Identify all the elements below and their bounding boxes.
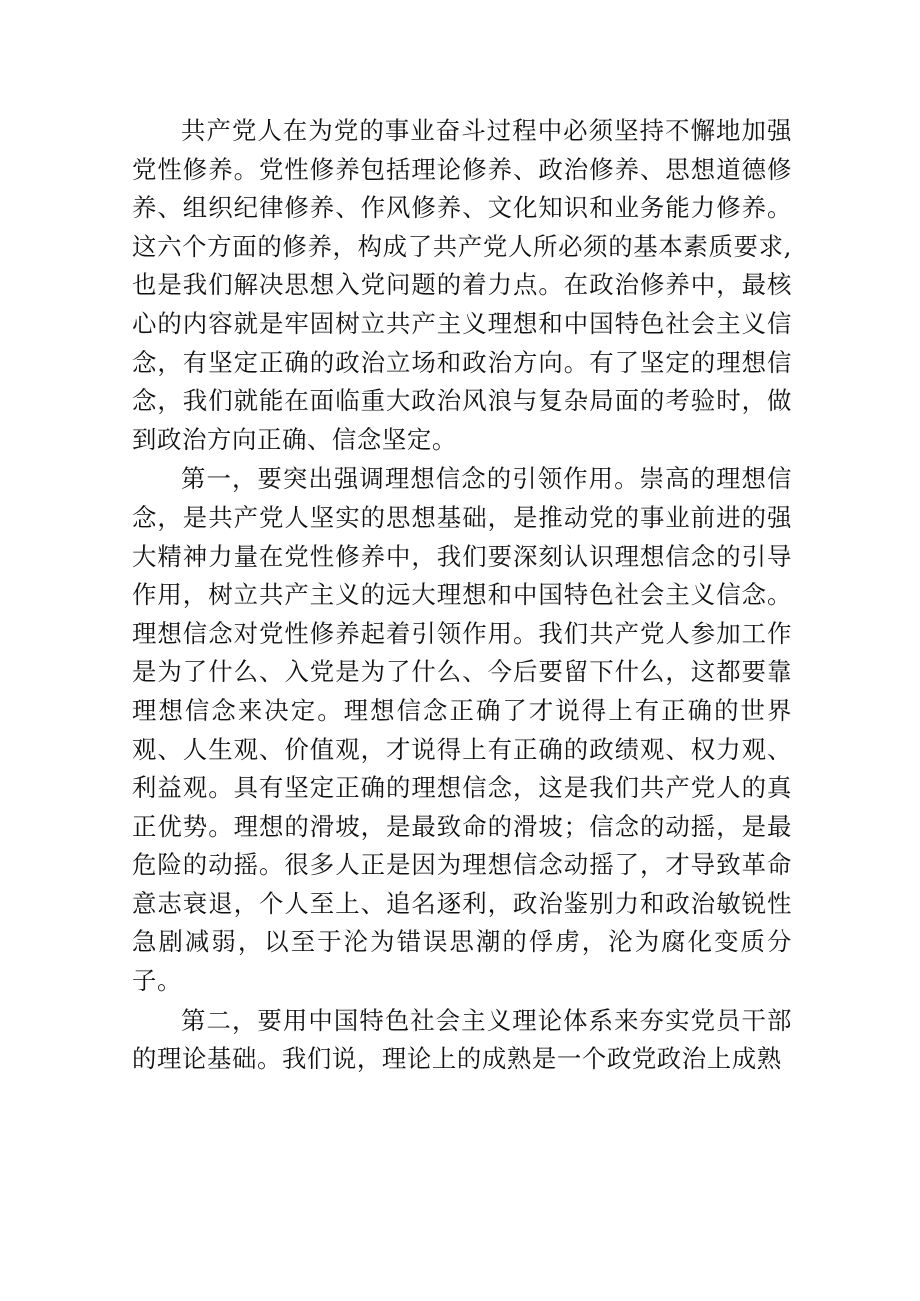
paragraph-first-point: 第一，要突出强调理想信念的引领作用。崇高的理想信念，是共产党人坚实的思想基础，是推动党的事业前进的强大精神力量在党性修养中，我们要深刻认识理想信念的引导作用，树立共产主义的远大理想和中国特色社会主义信念。理想信念对党性修养起着引领作用。我们共产党人参加工作是为了什么、入党是为了什么、今后要留下什么，这都要靠理想信念来决定。理想信念正确了才说得上有正确的世界观、人生观、价值观，才说得上有正确的政绩观、权力观、利益观。具有坚定正确的理想信念，这是我们共产党人的真正优势。理想的滑坡，是最致命的滑坡；信念的动摇，是最危险的动摇。很多人正是因为理想信念动摇了，才导致革命意志衰退，个人至上、追名逐利，政治鉴别力和政治敏锐性急剧减弱，以至于沦为错误思潮的俘虏，沦为腐化变质分子。 (132, 464, 792, 996)
document-body (132, 112, 792, 1079)
paragraph-second-point: 第二，要用中国特色社会主义理论体系来夯实党员干部的理论基础。我们说，理论上的成熟是一个政党政治上成熟 (132, 1005, 792, 1074)
paragraph-intro: 共产党人在为党的事业奋斗过程中必须坚持不懈地加强党性修养。党性修养包括理论修养、政治修养、思想道德修养、组织纪律修养、作风修养、文化知识和业务能力修养。这六个方面的修养，构成了共产党人所必须的基本素质要求,也是我们解决思想入党问题的着力点。在政治修养中，最核心的内容就是牢固树立共产主义理想和中国特色社会主义信念，有坚定正确的政治立场和政治方向。有了坚定的理想信念，我们就能在面临重大政治风浪与复杂局面的考验时，做到政治方向正确、信念坚定。 (132, 116, 792, 454)
